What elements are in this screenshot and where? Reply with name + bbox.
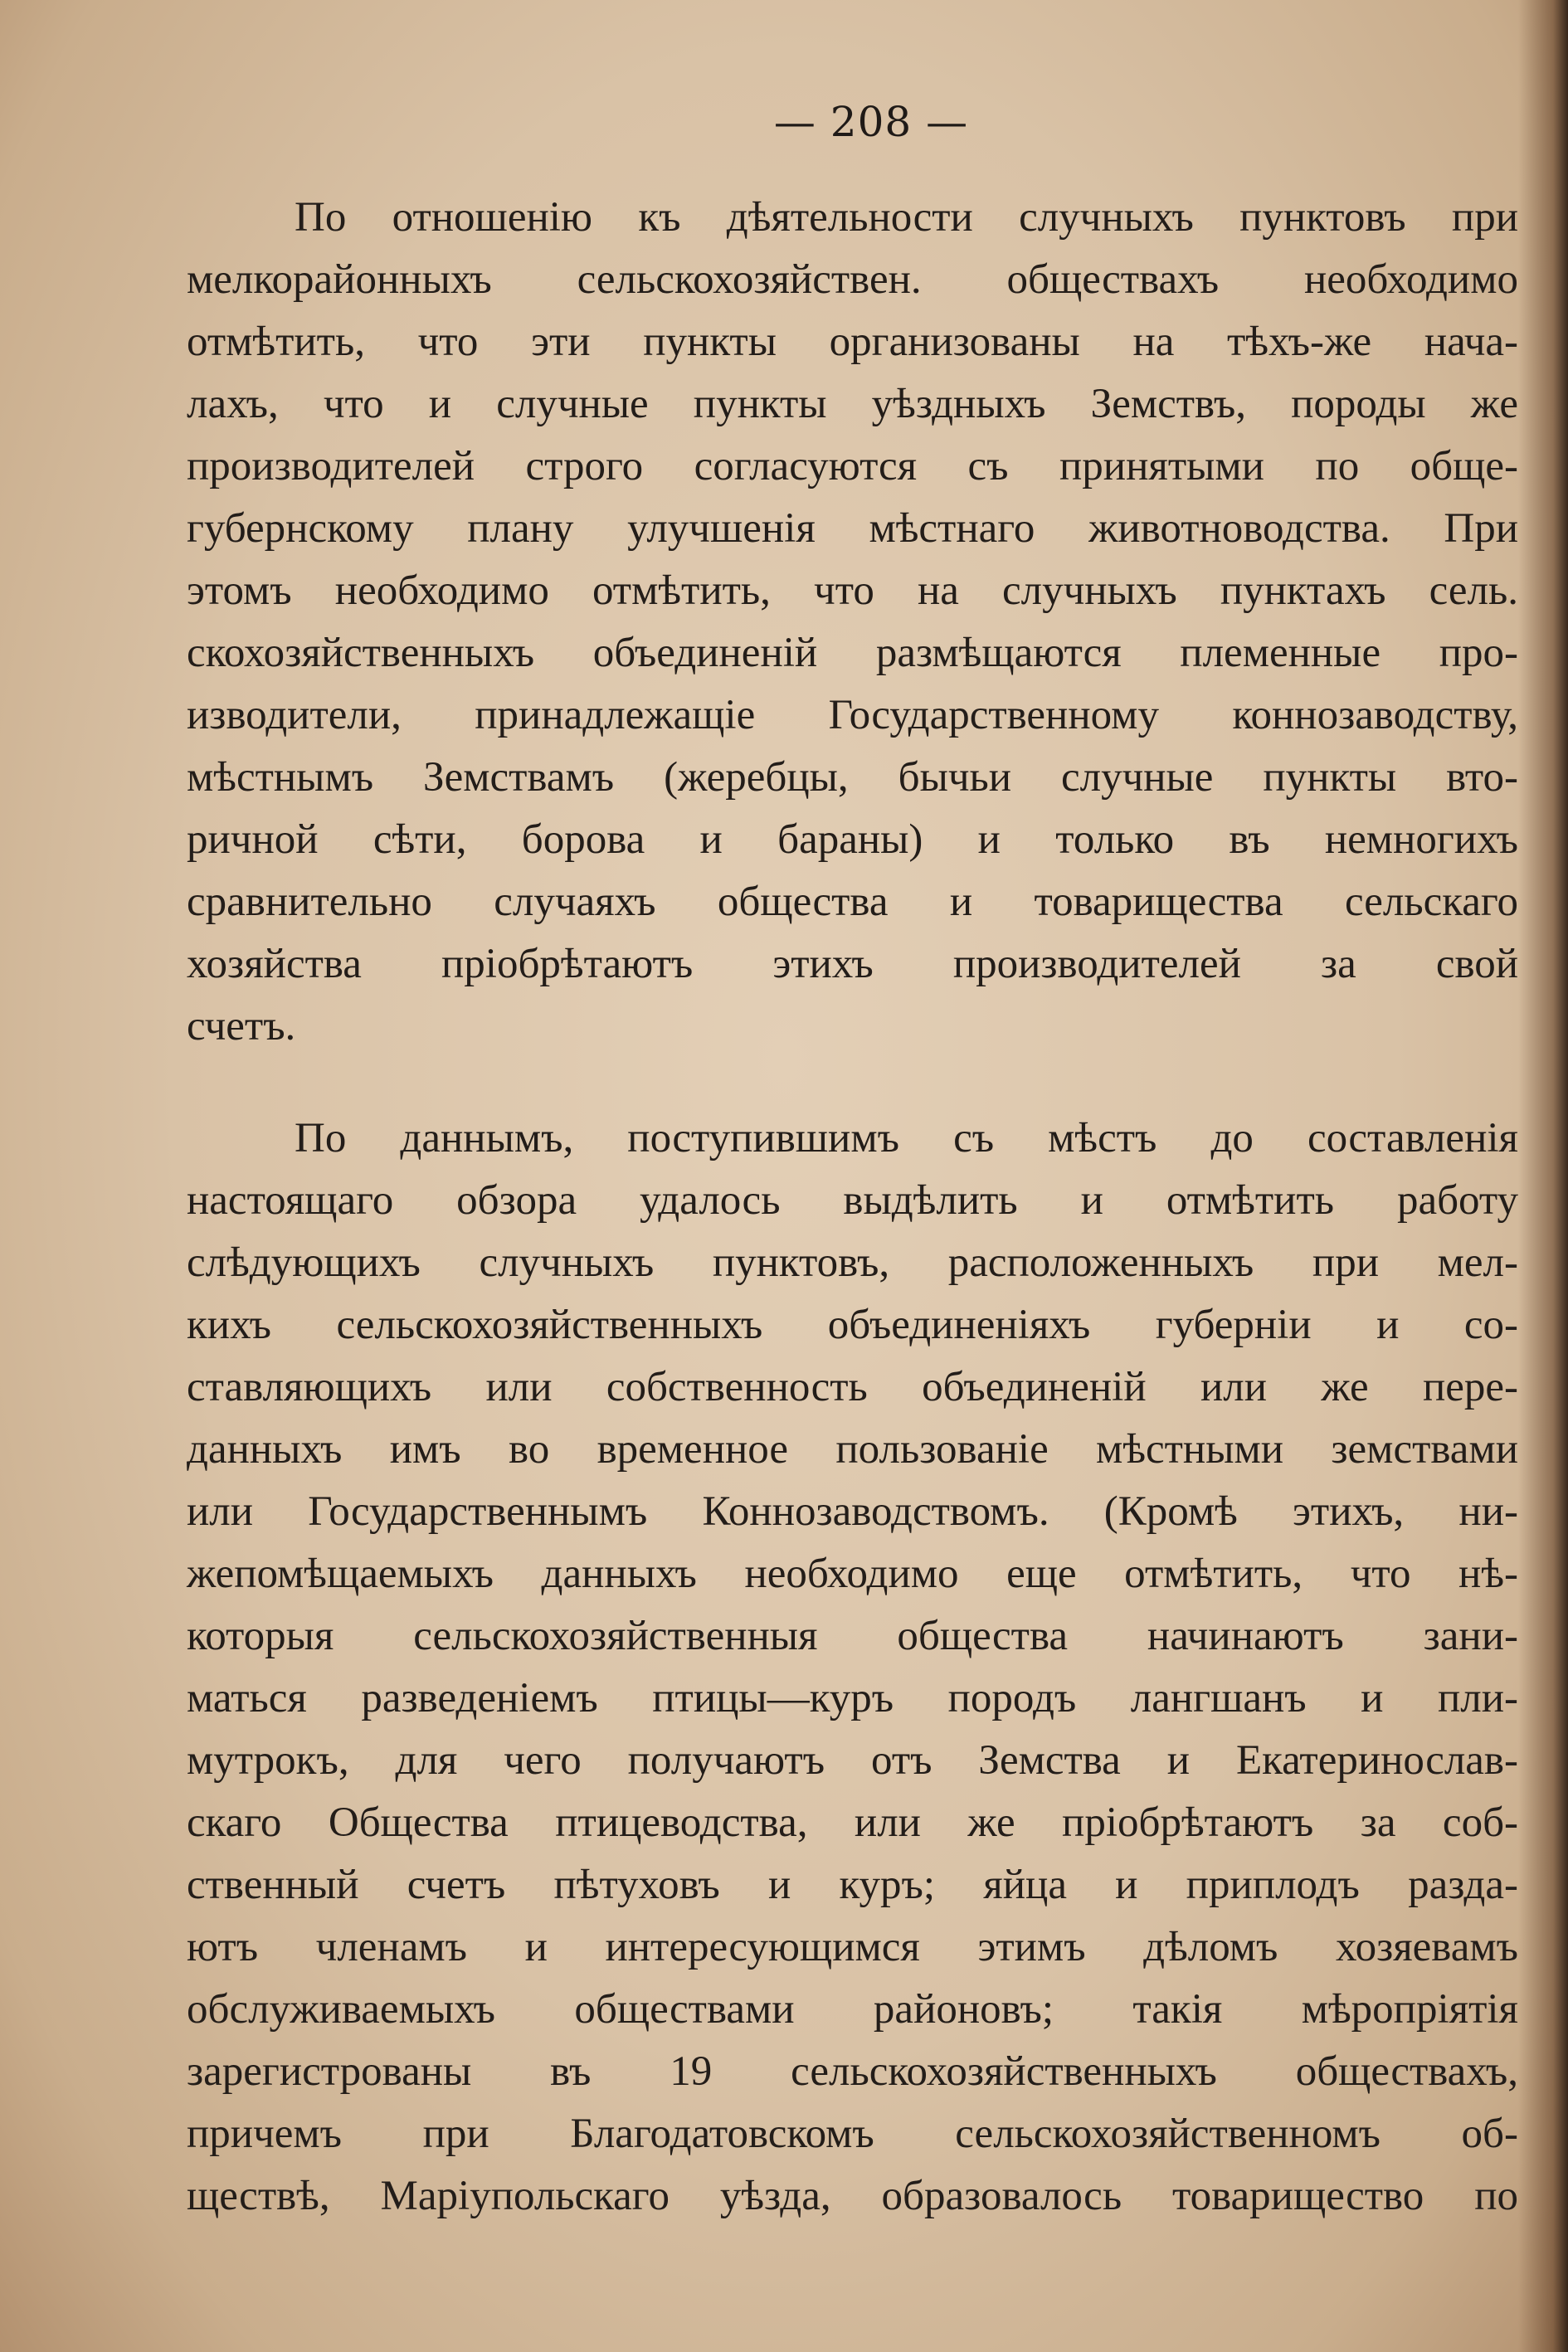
text-line: настоящаго обзора удалось выдѣлить и отмѣтить работу — [187, 1177, 1518, 1224]
text-line: мутрокъ, для чего получаютъ отъ Земства и Екатеринослав- — [187, 1737, 1518, 1784]
paragraph-2 — [187, 1108, 1518, 2228]
text-line: хозяйства пріобрѣтаютъ этихъ производителей за свой — [187, 941, 1518, 987]
text-line: кихъ сельскохозяйственныхъ объединеніяхъ губерніи и со- — [187, 1302, 1518, 1348]
text-line: маться разведеніемъ птицы—куръ породъ лангшанъ и пли- — [187, 1675, 1518, 1721]
text-line: обслуживаемыхъ обществами районовъ; такія мѣропріятія — [187, 1986, 1518, 2033]
text-line: лахъ, что и случные пункты уѣздныхъ Земствъ, породы же — [187, 381, 1518, 427]
text-line: мѣстнымъ Земствамъ (жеребцы, бычьи случные пункты вто- — [187, 754, 1518, 801]
text-line: или Государственнымъ Коннозаводствомъ. (Кромѣ этихъ, ни- — [187, 1488, 1518, 1535]
text-line: жепомѣщаемыхъ данныхъ необходимо еще отмѣтить, что нѣ- — [187, 1551, 1518, 1597]
text-line: отмѣтить, что эти пункты организованы на тѣхъ-же нача- — [187, 319, 1518, 365]
text-line: мелкорайонныхъ сельскохозяйствен. обществахъ необходимо — [187, 256, 1518, 303]
text-line: изводители, принадлежащіе Государственному коннозаводству, — [187, 692, 1518, 738]
text-line: производителей строго согласуются съ принятыми по обще- — [187, 443, 1518, 489]
text-line: зарегистрованы въ 19 сельскохозяйственныхъ обществахъ, — [187, 2048, 1518, 2095]
text-line: счетъ. — [187, 1003, 296, 1049]
text-line: этомъ необходимо отмѣтить, что на случныхъ пунктахъ сель. — [187, 567, 1518, 614]
text-line: которыя сельскохозяйственныя общества начинаютъ зани- — [187, 1613, 1518, 1659]
text-line: губернскому плану улучшенія мѣстнаго животноводства. При — [187, 505, 1518, 552]
text-line: ричной сѣти, борова и бараны) и только въ немногихъ — [187, 816, 1518, 863]
text-line: По отношенію къ дѣятельности случныхъ пунктовъ при — [295, 194, 1518, 241]
paragraph-1 — [187, 187, 1518, 1058]
page-number: — 208 — — [773, 98, 969, 146]
page-body — [187, 187, 1518, 2228]
text-line: слѣдующихъ случныхъ пунктовъ, расположенныхъ при мел- — [187, 1239, 1518, 1286]
text-line: сравнительно случаяхъ общества и товарищества сельскаго — [187, 879, 1518, 925]
text-line: скохозяйственныхъ объединеній размѣщаются племенные про- — [187, 630, 1518, 676]
text-line: ставляющихъ или собственность объединеній или же пере- — [187, 1364, 1518, 1410]
text-line: ществѣ, Маріупольскаго уѣзда, образовалось товарищество по — [187, 2173, 1518, 2219]
text-line: данныхъ имъ во временное пользованіе мѣстными земствами — [187, 1426, 1518, 1473]
text-line: скаго Общества птицеводства, или же пріобрѣтаютъ за соб- — [187, 1799, 1518, 1846]
text-line: причемъ при Благодатовскомъ сельскохозяйственномъ об- — [187, 2111, 1518, 2157]
text-line: ютъ членамъ и интересующимся этимъ дѣломъ хозяевамъ — [187, 1924, 1518, 1970]
text-line: ственный счетъ пѣтуховъ и куръ; яйца и приплодъ разда- — [187, 1862, 1518, 1908]
text-line: По даннымъ, поступившимъ съ мѣстъ до составленія — [295, 1115, 1518, 1161]
